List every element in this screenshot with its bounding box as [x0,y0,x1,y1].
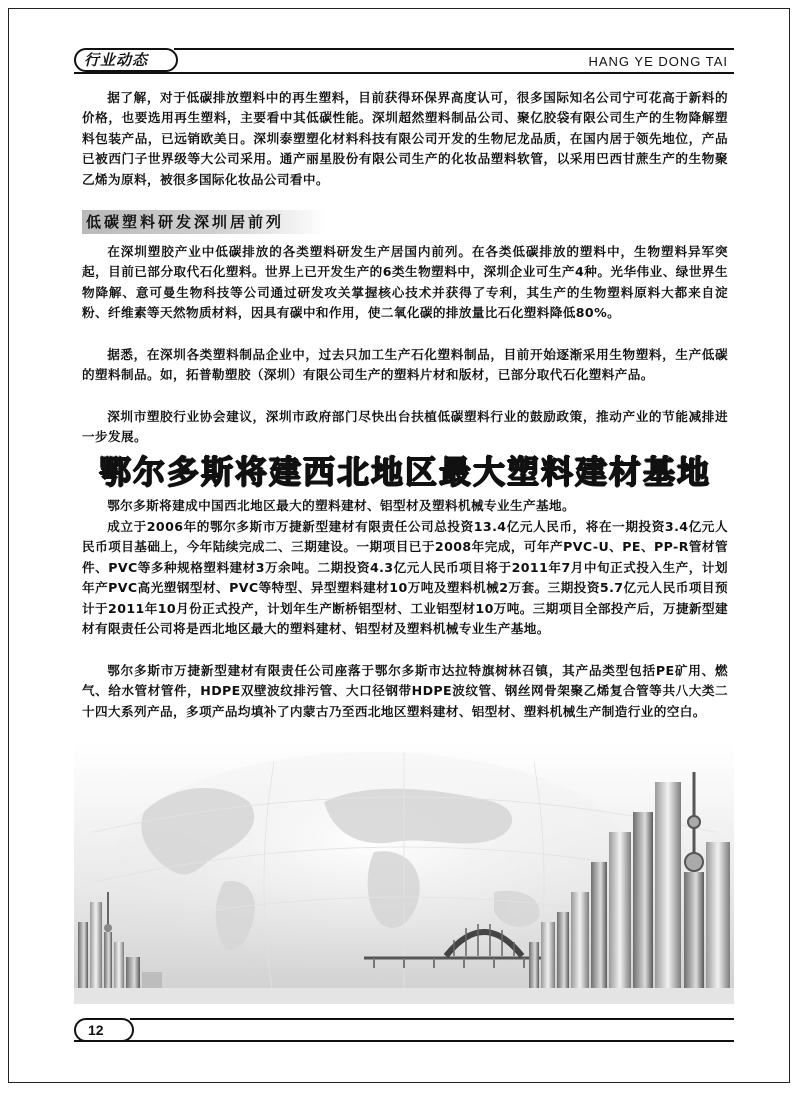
article1-paragraph-3: 深圳市塑胶行业协会建议，深圳市政府部门尽快出台扶植低碳塑料行业的鼓励政策，推动产业的节能减排进一步发展。 [82,409,728,445]
page-footer [74,1018,734,1046]
page-number: 12 [74,1018,134,1042]
header-rule-top [174,48,734,50]
footer-rule-top [130,1018,734,1020]
article2-paragraph-1: 鄂尔多斯将建成中国西北地区最大的塑料建材、铝型材及塑料机械专业生产基地。 [107,498,575,513]
section-pinyin: HANG YE DONG TAI [588,54,728,69]
article2-paragraph-3: 鄂尔多斯市万捷新型建材有限责任公司座落于鄂尔多斯市达拉特旗树林召镇，其产品类型包括PE矿用、燃气、给水管材管件，HDPE双壁波纹排污管、大口径钢带HDPE波纹管、钢丝网骨架聚乙烯复合管等共八大类二十四大系列产品，多项产品均填补了内蒙古乃至西北地区塑料建材、铝型材、塑料机械生产制造行业的空白。 [82,663,728,719]
skyline-graphic [74,742,734,1004]
article2-paragraph-2: 成立于2006年的鄂尔多斯市万捷新型建材有限责任公司总投资13.4亿元人民币，将在一期投资3.4亿元人民币项目基础上，今年陆续完成二、三期建设。一期项目已于2008年完成，可年产PVC-U、PE、PP-R管材管件、PVC等多种规格塑料建材3万余吨。二期投资4.3亿元人民币项目将于2011年7月中旬正式投入生产，计划年产PVC高光塑钢型材、PVC等特型、异型塑料建材10万吨及塑料机械2万套。三期投资5.7亿元人民币项目预计于2011年10月份正式投产，计划年生产断桥铝型材、工业铝型材10万吨。三期项目全部投产后，万捷新型建材有限责任公司将是西北地区最大的塑料建材、铝型材及塑料机械专业生产基地。 [82,519,728,637]
article1-paragraph-1: 在深圳塑胶产业中低碳排放的各类塑料研发生产居国内前列。在各类低碳排放的塑料中，生物塑料异军突起，目前已部分取代石化塑料。世界上已开发生产的6类生物塑料中，深圳企业可生产4种。光华伟业、绿世界生物降解、意可曼生物科技等公司通过研发攻关掌握核心技术并获得了专利，其生产的生物塑料原料大都来自淀粉、纤维素等天然物质材料，因具有碳中和作用，使二氧化碳的排放量比石化塑料降低80%。 [82,244,728,321]
subheading: 低碳塑料研发深圳居前列 [86,213,285,231]
page-header [74,46,734,76]
header-rule-bottom [74,72,734,74]
city-skyline-illustration [74,742,734,1004]
article1-intro-paragraph: 据了解，对于低碳排放塑料中的再生塑料，目前获得环保界高度认可，很多国际知名公司宁可花高于新料的价格，也要选用再生塑料，主要看中其低碳性能。深圳超然塑料制品公司、聚亿胶袋有限公司生产的生物降解塑料包装产品，已远销欧美日。深圳泰塑塑化材料科技有限公司开发的生物尼龙品质，在国内居于领先地位，产品已被西门子世界级等大公司采用。通产丽星股份有限公司生产的化妆品塑料软管，以采用巴西甘蔗生产的生物聚乙烯为原料，被很多国际化妆品公司看中。 [82,90,728,187]
article2-headline: 鄂尔多斯将建西北地区最大塑料建材基地 [98,453,711,491]
article1-paragraph-2: 据悉，在深圳各类塑料制品企业中，过去只加工生产石化塑料制品，目前开始逐渐采用生物塑料，生产低碳的塑料制品。如，拓普勒塑胶（深圳）有限公司生产的塑料片材和版材，已部分取代石化塑料产品。 [82,347,728,383]
section-label: 行业动态 [74,48,178,72]
footer-rule-bottom [74,1040,734,1042]
